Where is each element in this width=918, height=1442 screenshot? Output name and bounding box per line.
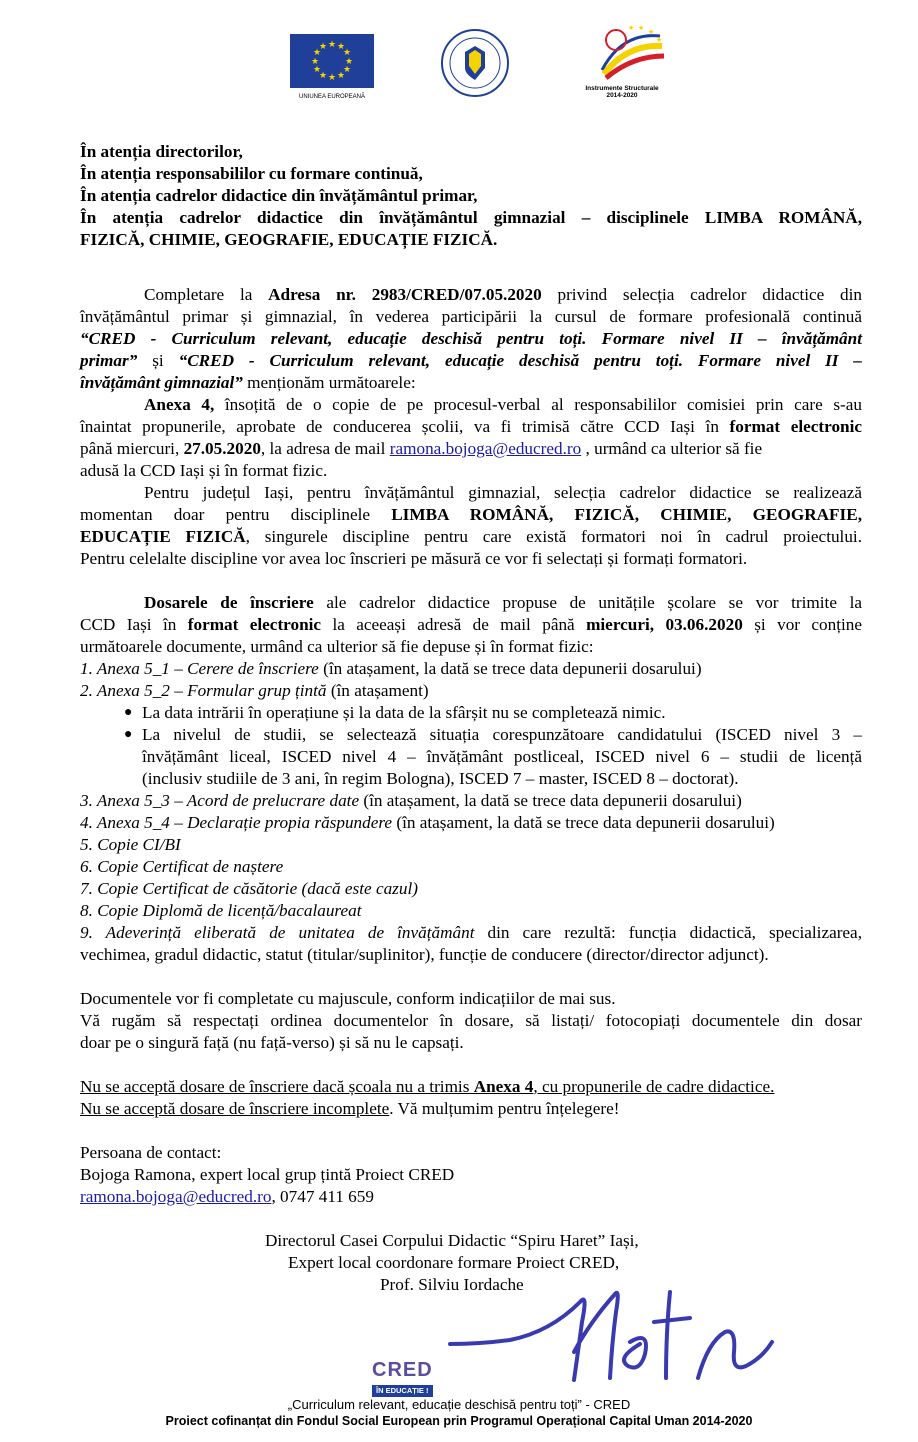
- contact-details: ramona.bojoga@educred.ro, 0747 411 659: [80, 1187, 374, 1206]
- footer-line-2: Proiect cofinanțat din Fondul Social European prin Programul Operațional Capital Uman 2014-2020: [165, 1414, 753, 1428]
- svg-text:★: ★: [628, 24, 635, 32]
- svg-text:★: ★: [312, 48, 322, 58]
- svg-text:★: ★: [318, 71, 328, 81]
- p1-line-3: “CRED - Curriculum relevant, educație deschisă pentru toți. Formare nivel II – învățământ: [80, 329, 862, 348]
- sublist-item-1: La data intrării în operațiune și la data de la sfârșit nu se completează nimic.: [142, 703, 666, 722]
- notes-line-3: doar pe o singură față (nu față-verso) și să nu le capsați.: [80, 1033, 464, 1052]
- signature-line-1: Directorul Casei Corpului Didactic “Spiru Haret” Iași,: [265, 1231, 639, 1250]
- svg-text:★: ★: [344, 57, 354, 67]
- list-item-1: 1. Anexa 5_1 – Cerere de înscriere (în atașament, la dată se trece data depunerii dosarului): [80, 659, 702, 678]
- p2-line-1: Anexa 4, însoțită de o copie de pe procesul-verbal al responsabililor comisiei prin care s-au: [144, 395, 862, 414]
- svg-text:★: ★: [327, 40, 337, 50]
- p4-line-2: CCD Iași în format electronic la aceeași adresă de mail până miercuri, 03.06.2020 și vor conține: [80, 615, 863, 634]
- svg-text:★: ★: [310, 57, 320, 67]
- svg-text:★: ★: [648, 28, 655, 36]
- svg-text:★: ★: [342, 48, 352, 58]
- romania-coat-of-arms-icon: [440, 28, 510, 98]
- signature-line-3: Prof. Silviu Iordache: [380, 1275, 524, 1294]
- svg-text:★: ★: [656, 36, 663, 44]
- sublist-item-2-line-3: (inclusiv studiile de 3 ani, în regim Bologna), ISCED 7 – master, ISCED 8 – doctorat).: [142, 769, 739, 788]
- sublist-item-2-line-1: La nivelul de studii, se selectează situația corespunzătoare candidatului (ISCED nivel 3 –: [142, 725, 862, 744]
- sublist-item-2-line-2: învățământ liceal, ISCED nivel 4 – învățământ postliceal, ISCED nivel 6 – studii de licență: [142, 747, 862, 766]
- list-item-7: 7. Copie Certificat de căsătorie (dacă este cazul): [80, 879, 418, 898]
- list-item-2: 2. Anexa 5_2 – Formular grup țintă (în atașament): [80, 681, 429, 700]
- svg-text:★: ★: [318, 42, 328, 52]
- eu-logo: [290, 34, 374, 100]
- notes-line-1: Documentele vor fi completate cu majuscule, conform indicațiilor de mai sus.: [80, 989, 616, 1008]
- eu-caption: UNIUNEA EUROPEANĂ: [298, 94, 365, 100]
- p1-line-4: primar” și “CRED - Curriculum relevant, educație deschisă pentru toți. Formare nivel II –: [80, 351, 862, 370]
- p2-line-3: până miercuri, 27.05.2020, la adresa de mail ramona.bojoga@educred.ro , urmând ca ulterior să fie: [80, 439, 763, 458]
- warning-line-2: Nu se acceptă dosare de înscriere incomplete. Vă mulțumim pentru înțelegere!: [80, 1099, 620, 1118]
- list-item-8: 8. Copie Diplomă de licență/bacalaureat: [80, 901, 362, 920]
- signature-line-2: Expert local coordonare formare Proiect CRED,: [288, 1253, 620, 1272]
- list-item-4: 4. Anexa 5_4 – Declarație propia răspundere (în atașament, la dată se trece data depunerii dosarului): [80, 813, 775, 832]
- p4-line-3: următoarele documente, urmând ca ulterior să fie depuse și în format fizic:: [80, 637, 594, 656]
- footer-line-1: „Curriculum relevant, educație deschisă pentru toți” - CRED: [287, 1397, 631, 1412]
- attention-line-2: În atenția responsabililor cu formare continuă,: [80, 164, 423, 183]
- svg-text:★: ★: [638, 24, 645, 32]
- attention-line-1: În atenția directorilor,: [80, 142, 243, 161]
- attention-line-3: În atenția cadrelor didactice din învățământul primar,: [80, 186, 478, 205]
- list-item-6: 6. Copie Certificat de naștere: [80, 857, 284, 876]
- contact-label: Persoana de contact:: [80, 1143, 222, 1162]
- svg-text:★: ★: [336, 42, 346, 52]
- structural-instruments-logo: [582, 22, 682, 104]
- svg-text:★: ★: [336, 71, 346, 81]
- email-link-1[interactable]: ramona.bojoga@educred.ro: [389, 439, 582, 458]
- notes-line-2: Vă rugăm să respectați ordinea documentelor în dosare, să listați/ fotocopiați documentele din dosar: [80, 1011, 862, 1030]
- attention-line-5: FIZICĂ, CHIMIE, GEOGRAFIE, EDUCAȚIE FIZICĂ.: [80, 230, 498, 249]
- contact-name: Bojoga Ramona, expert local grup țintă Proiect CRED: [80, 1165, 455, 1184]
- p1-line-2: învățământul primar și gimnazial, în vederea participării la cursul de formare profesională continuă: [80, 307, 862, 326]
- p2-line-4: adusă la CCD Iași și în format fizic.: [80, 461, 328, 480]
- structural-instruments-icon: [582, 22, 682, 80]
- list-item-9: 9. Adeverință eliberată de unitatea de învățământ din care rezultă: funcția didactică, specializarea,: [80, 923, 862, 942]
- svg-text:★: ★: [327, 73, 337, 83]
- list-item-5: 5. Copie CI/BI: [80, 835, 181, 854]
- p3-line-1: Pentru județul Iași, pentru învățământul gimnazial, selecția cadrelor didactice se realizează: [144, 483, 862, 502]
- p1-line-5: învățământ gimnazial” menționăm următoarele:: [80, 373, 416, 392]
- p2-line-2: înaintat propunerile, aprobate de conducerea școlii, va fi trimisă către CCD Iași în format electronic: [80, 417, 862, 436]
- list-item-3: 3. Anexa 5_3 – Acord de prelucrare date (în atașament, la dată se trece data depunerii dosarului): [80, 791, 742, 810]
- gov-logo: [440, 28, 510, 98]
- p4-line-1: Dosarele de înscriere ale cadrelor didactice propuse de unitățile școlare se vor trimite la: [144, 593, 862, 612]
- gov-text: [420, 100, 530, 101]
- is-caption: Instrumente Structurale: [585, 85, 659, 92]
- bullet-icon: ●: [124, 727, 133, 742]
- p3-line-4: Pentru celelalte discipline vor avea loc înscrieri pe măsură ce vor fi selectați și formați formatori.: [80, 549, 748, 568]
- p1-line-1: Completare la Adresa nr. 2983/CRED/07.05.2020 privind selecția cadrelor didactice din: [144, 285, 862, 304]
- list-item-9-line-2: vechimea, gradul didactic, statut (titular/suplinitor), funcție de conducere (director/director adjunct).: [80, 945, 769, 964]
- warning-line-1: Nu se acceptă dosare de înscriere dacă școala nu a trimis Anexa 4, cu propunerile de cadre didactice.: [80, 1077, 775, 1096]
- attention-line-4: În atenția cadrelor didactice din învățământul gimnazial – disciplinele LIMBA ROMÂNĂ,: [80, 208, 862, 227]
- p3-line-2: momentan doar pentru disciplinele LIMBA ROMÂNĂ, FIZICĂ, CHIMIE, GEOGRAFIE,: [80, 505, 862, 524]
- svg-text:★: ★: [342, 65, 352, 75]
- cred-logo: CRED ÎN EDUCAȚIE !: [372, 1359, 433, 1395]
- bullet-icon: ●: [124, 705, 133, 720]
- is-years: 2014-2020: [606, 92, 638, 99]
- email-link-2[interactable]: ramona.bojoga@educred.ro: [80, 1187, 272, 1206]
- eu-flag-icon: [290, 34, 374, 88]
- svg-text:★: ★: [312, 65, 322, 75]
- p3-line-3: EDUCAȚIE FIZICĂ, singurele discipline pentru care există formatori noi în cadrul proiectului.: [80, 527, 862, 546]
- handwritten-signature-icon: [440, 1282, 800, 1392]
